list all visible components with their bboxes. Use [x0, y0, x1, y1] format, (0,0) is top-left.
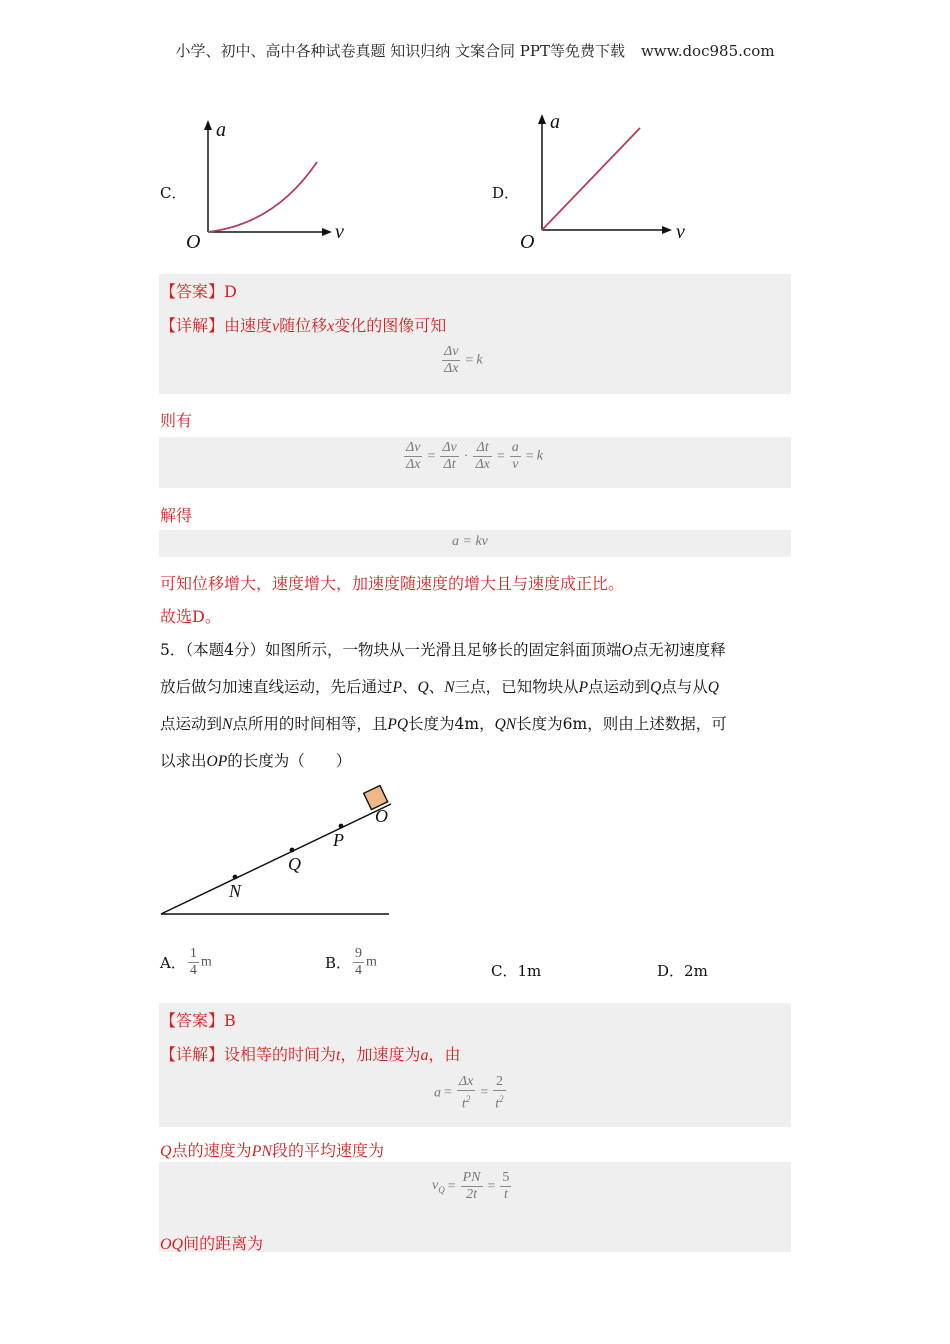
q4-detail-text: 变化的图像可知	[334, 316, 447, 335]
eq-num: Δx	[458, 1074, 474, 1089]
choice-c-value: 1m	[517, 962, 542, 980]
choice-b-label: B．	[325, 954, 352, 972]
q5-text: 以求出	[160, 752, 207, 770]
choice-d-value: 2m	[684, 962, 708, 980]
q5-equation-1: a = $\frac{\Delta x}{t^2}$ = $\frac{2}{t^2}$	[434, 1074, 504, 1112]
q5-text: 的长度为（ ）	[227, 752, 352, 770]
graph-d-origin: O	[520, 231, 535, 253]
label-n: N	[229, 881, 242, 901]
eq-den: Δt	[443, 457, 456, 472]
graph-d-axis-v: v	[676, 221, 685, 243]
eq-den: t	[461, 1096, 466, 1112]
graph-d	[514, 106, 694, 256]
eq-num: Δv	[444, 344, 459, 359]
q5-detail-text: ，由	[428, 1045, 461, 1064]
choice-b-num: 9	[355, 946, 363, 961]
graph-d-axis-a: a	[550, 111, 560, 133]
choice-b-unit: m	[366, 954, 377, 970]
q5-question	[160, 632, 800, 780]
graph-d-line	[542, 128, 640, 230]
choice-a-den: 4	[189, 963, 197, 978]
q5-var: P	[392, 679, 402, 696]
q4-equation-3: a = kv	[452, 534, 488, 549]
q4-detail-var-v: v	[272, 318, 280, 335]
graph-d-x-arrow	[662, 226, 672, 234]
eq-rhs: k	[476, 352, 483, 368]
q5-detail-tag: 【详解】	[160, 1045, 225, 1064]
choice-a-label: A．	[160, 954, 186, 972]
q5-var: P	[578, 679, 589, 696]
label-p: P	[333, 830, 344, 850]
eq-num: Δv	[442, 440, 457, 455]
eq-sub: Q	[438, 1184, 445, 1195]
eq-den: t	[503, 1187, 508, 1202]
q5-text: 点运动到	[588, 678, 651, 696]
q5-detail-var-t: t	[336, 1047, 341, 1064]
q5-text: 点与从	[661, 678, 708, 696]
q5-detail	[160, 1042, 461, 1065]
q5-answer-value: B	[224, 1011, 236, 1030]
point-p	[339, 824, 344, 829]
q5-detail-text: ，加速度为	[340, 1045, 421, 1064]
q5-detail-text: 设相等的时间为	[224, 1045, 337, 1064]
q4-then: 则有	[160, 411, 193, 430]
q4-detail-text: 由速度	[224, 316, 273, 335]
q5-text: 放后做匀加速直线运动，先后通过	[160, 678, 393, 696]
q5-var: Q	[417, 679, 429, 696]
eq-den: Δx	[444, 361, 459, 376]
graph-c-x-arrow	[322, 228, 332, 236]
q5-answer-tag: 【答案】	[160, 1011, 225, 1030]
choice-d	[657, 960, 708, 981]
q5-text: 三点，已知物块从	[454, 678, 579, 696]
point-n	[233, 875, 238, 880]
page-header	[0, 40, 950, 61]
graph-d-y-arrow	[538, 114, 546, 124]
choice-a-unit: m	[200, 954, 212, 970]
q5-answer	[160, 1008, 236, 1031]
eq-rhs: k	[536, 448, 543, 464]
q5-line-4	[160, 743, 800, 780]
eq-num: 2	[493, 1074, 505, 1091]
q5-line-1	[160, 632, 800, 669]
q5-text: 、	[428, 678, 445, 696]
q5-oq-distance	[160, 1231, 263, 1254]
q5-var: Q	[707, 679, 719, 696]
q5-equation-2: $v_Q$ = $\frac{PN}{2t}$ = $\frac{5}{t}$	[432, 1170, 510, 1202]
q5-line-2	[160, 669, 800, 706]
q5-text: 段的平均速度为	[272, 1141, 385, 1160]
q4-answer-value: D	[224, 282, 237, 301]
q4-equation-2: $\frac{\Delta v}{\Delta x}$ = $\frac{\Delta v}{\Delta t}$ · $\frac{\Delta t}{\Delta x}$ = $\frac{a}{v}$ = k	[406, 440, 543, 472]
eq-lhs: a	[434, 1085, 441, 1101]
var-oq: OQ	[160, 1236, 184, 1253]
choice-c	[491, 960, 541, 981]
var-pn: PN	[251, 1143, 273, 1160]
graph-c-axis-a: a	[216, 119, 226, 141]
q4-detail	[160, 313, 446, 336]
eq-den: Δx	[406, 457, 421, 472]
choice-b	[325, 946, 377, 979]
eq-exp: 2	[465, 1094, 471, 1104]
q5-var: N	[444, 679, 455, 696]
graph-c	[180, 112, 344, 257]
q4-detail-var-x: x	[327, 318, 335, 335]
q5-text: 、	[401, 678, 418, 696]
choice-a-num: 1	[189, 946, 197, 961]
eq-num: PN	[462, 1170, 481, 1185]
incline-slope	[161, 804, 391, 914]
eq-exp: 2	[499, 1094, 504, 1104]
eq-lhs: v	[432, 1178, 439, 1194]
label-q: Q	[288, 854, 301, 874]
q5-detail-var-a: a	[420, 1047, 429, 1064]
point-q	[290, 848, 295, 853]
q4-detail-text: 随位移	[279, 316, 328, 335]
graph-c-y-arrow	[204, 120, 212, 130]
q5-text: 长度为6m，则由上述数据，可	[516, 715, 727, 733]
q5-points: （本题4分）	[185, 641, 265, 659]
q5-text: 点无初速度释	[632, 641, 726, 659]
q5-var: O	[621, 642, 633, 659]
eq-num: a	[511, 440, 519, 455]
q4-conclusion: 可知位移增大，速度增大，加速度随速度的增大且与速度成正比。	[160, 574, 625, 593]
eq-num: Δt	[473, 440, 491, 457]
q4-detail-tag: 【详解】	[160, 316, 225, 335]
q5-text: 间的距离为	[183, 1234, 264, 1253]
q5-text: 点的速度为	[171, 1141, 252, 1160]
q4-equation-1: $\frac{\Delta v}{\Delta x}$ = k	[444, 344, 483, 376]
eq-den: v	[512, 457, 519, 472]
graph-c-curve	[208, 162, 317, 232]
q4-answer-tag: 【答案】	[160, 282, 225, 301]
q5-line-3	[160, 706, 800, 743]
eq-num: Δv	[406, 440, 421, 455]
q5-q-speed	[160, 1138, 384, 1161]
q5-text: 长度为4m，	[408, 715, 495, 733]
choice-c-label: C．	[491, 962, 518, 980]
var-q: Q	[160, 1143, 172, 1160]
q4-answer	[160, 279, 237, 302]
choice-a	[160, 946, 212, 979]
header-url: www.doc985.com	[640, 42, 775, 60]
q5-var: Q	[650, 679, 662, 696]
q4-choose: 故选D。	[160, 607, 221, 626]
incline-figure	[155, 780, 405, 925]
eq-num: 5	[502, 1170, 510, 1185]
eq-den: t	[495, 1096, 500, 1112]
q5-var: PQ	[387, 716, 409, 733]
graph-c-origin: O	[186, 231, 201, 253]
graph-c-axis-v: v	[335, 221, 344, 243]
header-text: 小学、初中、高中各种试卷真题 知识归纳 文案合同 PPT等免费下载	[175, 42, 625, 60]
eq-den: 2t	[466, 1187, 478, 1202]
q5-text: 点所用的时间相等，且	[232, 715, 388, 733]
q5-var: OP	[206, 753, 228, 770]
q5-number: 5．	[160, 641, 186, 659]
q5-text: 如图所示，一物块从一光滑且足够长的固定斜面顶端	[265, 641, 622, 659]
choice-d-label: D．	[657, 962, 685, 980]
q5-var: QN	[494, 716, 517, 733]
q5-text: 点运动到	[160, 715, 223, 733]
option-c-label: C．	[160, 184, 187, 202]
label-o: O	[375, 806, 388, 826]
option-d-label: D．	[492, 184, 520, 202]
eq-den: Δx	[475, 457, 490, 472]
q5-var: N	[222, 716, 233, 733]
q4-solve: 解得	[160, 506, 193, 525]
choice-b-den: 4	[355, 963, 363, 978]
